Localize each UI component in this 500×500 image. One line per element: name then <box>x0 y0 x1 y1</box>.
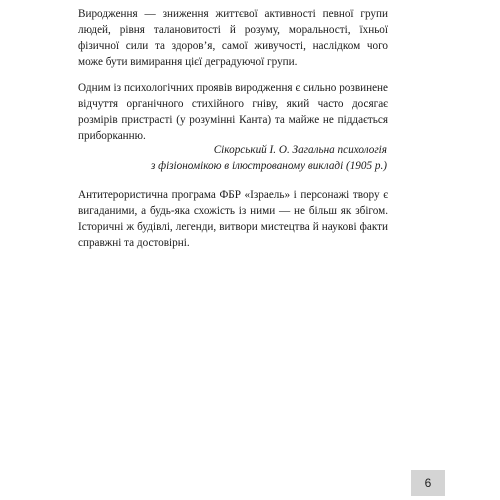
quote-attribution <box>78 142 387 174</box>
paragraph-definition: Виродження — зниження життєвої активності певної групи людей, рівня талановитості й розуму, моральності, їхньої фізичної сили та здоров’я, самої живучості, наслідком чого може бути вимирання цієї деградуючої групи. <box>78 8 388 68</box>
page-number-label: 6 <box>424 476 432 490</box>
paragraph-psychology: Одним із психологічних проявів виродження є сильно розвинене відчуття органічного стихійного гніву, який часто досягає розмірів пристрасті (у розумінні Канта) та майже не піддається приборканню. <box>78 82 388 142</box>
page-number <box>411 470 445 496</box>
paragraph-disclaimer: Антитерористична програма ФБР «Ізраель» і персонажі твору є вигаданими, а будь-яка схожість із ними — не більш як збігом. Історичні ж будівлі, легенди, витвори мистецтва й наукові факти справжні та достовірні. <box>78 189 388 249</box>
attribution-line-1: Сікорський І. О. Загальна психологія <box>213 144 387 156</box>
attribution-line-2: з фізіономікою в ілюстрованому викладі (1905 р.) <box>150 160 387 172</box>
